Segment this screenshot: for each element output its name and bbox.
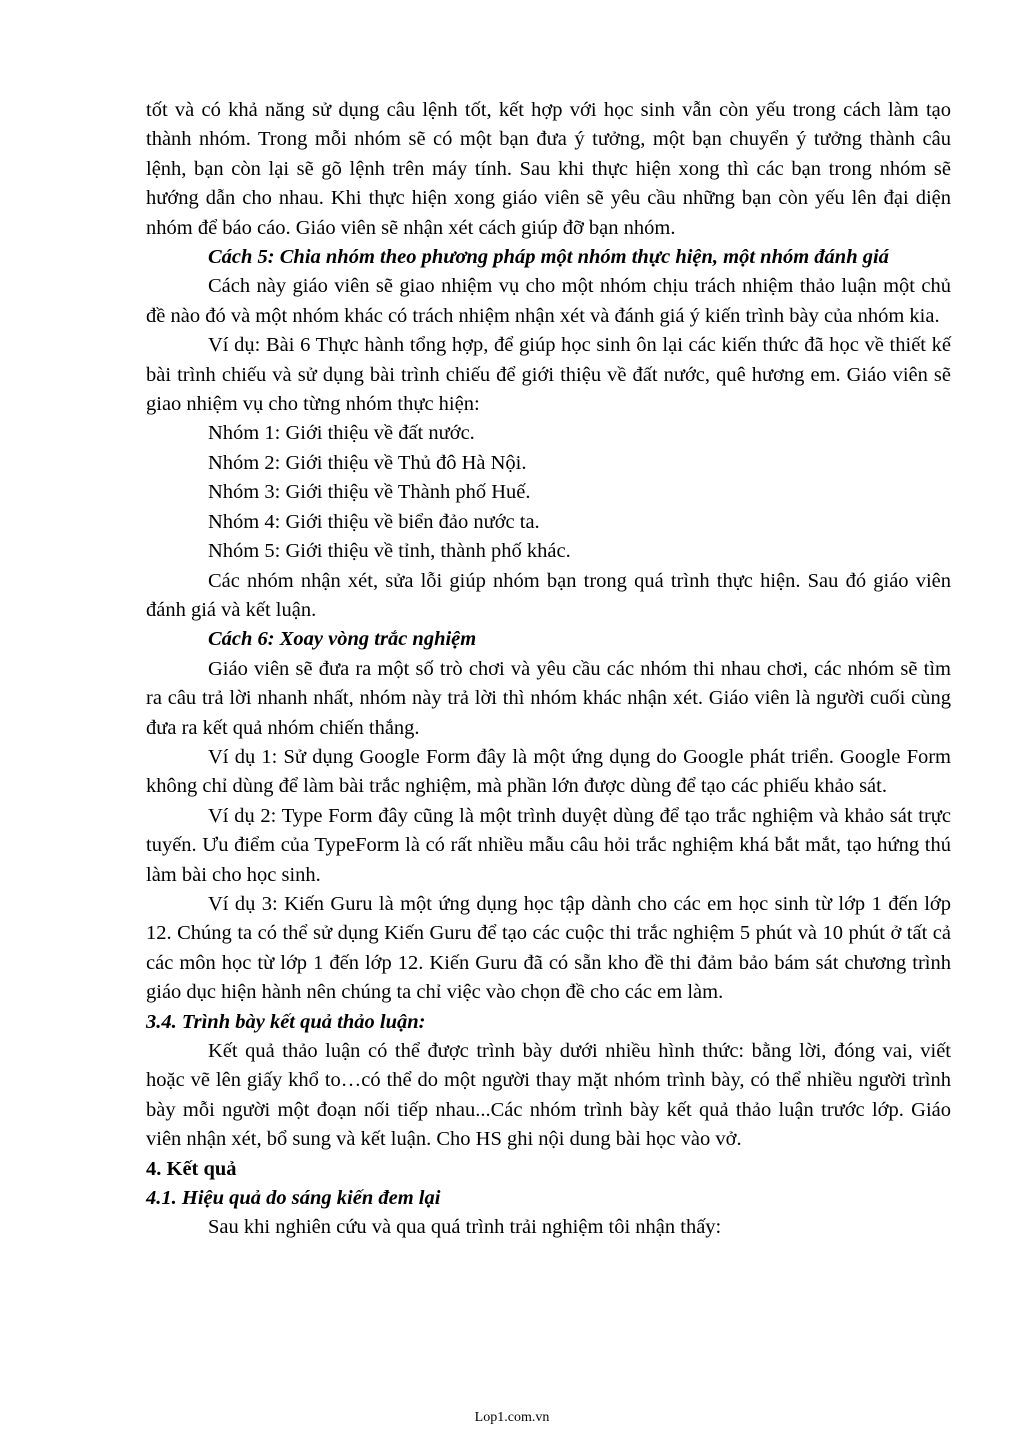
paragraph-example-type-form: Ví dụ 2: Type Form đây cũng là một trình duyệt dùng để tạo trắc nghiệm và khảo sát trực tuyến. Ưu điểm của TypeForm là có rất nhiều mẫu câu hỏi trắc nghiệm khá bắt mắt, tạo hứng thú làm bài cho học sinh. <box>146 804 951 886</box>
heading-section-3-4: 3.4. Trình bày kết quả thảo luận: <box>146 1010 426 1033</box>
list-item-group-2: Nhóm 2: Giới thiệu về Thủ đô Hà Nội. <box>208 451 527 474</box>
paragraph-group-review: Các nhóm nhận xét, sửa lỗi giúp nhóm bạn trong quá trình thực hiện. Sau đó giáo viên đánh giá và kết luận. <box>146 569 951 621</box>
paragraph-example-google-form: Ví dụ 1: Sử dụng Google Form đây là một ứng dụng do Google phát triển. Google Form không chỉ dùng để làm bài trắc nghiệm, mà phần lớn được dùng để tạo các phiếu khảo sát. <box>146 745 951 798</box>
heading-method-5: Cách 5: Chia nhóm theo phương pháp một nhóm thực hiện, một nhóm đánh giá <box>208 246 889 269</box>
page-footer: Lop1.com.vn <box>474 1410 550 1425</box>
paragraph-findings-intro: Sau khi nghiên cứu và qua quá trình trải nghiệm tôi nhận thấy: <box>208 1216 722 1239</box>
document-page <box>146 96 951 1243</box>
list-item-group-1: Nhóm 1: Giới thiệu về đất nước. <box>208 422 475 445</box>
list-item-group-4: Nhóm 4: Giới thiệu về biển đảo nước ta. <box>208 510 540 533</box>
paragraph-method-5-description: Cách này giáo viên sẽ giao nhiệm vụ cho một nhóm chịu trách nhiệm thảo luận một chủ đề nào đó và một nhóm khác có trách nhiệm nhận xét và đánh giá ý kiến trình bày của nhóm kia. <box>146 275 951 327</box>
paragraph-example-kien-guru: Ví dụ 3: Kiến Guru là một ứng dụng học tập dành cho các em học sinh từ lớp 1 đến lớp 12. Chúng ta có thể sử dụng Kiến Guru để tạo các cuộc thi trắc nghiệm 5 phút và 10 phút ở tất cả các môn học từ lớp 1 đến lớp 12. Kiến Guru đã có sẵn kho đề thi đảm bảo bám sát chương trình giáo dục hiện hành nên chúng ta chỉ việc vào chọn đề cho các em làm. <box>146 892 951 1004</box>
heading-section-4: 4. Kết quả <box>146 1157 237 1180</box>
paragraph-group-work: tốt và có khả năng sử dụng câu lệnh tốt, kết hợp với học sinh vẫn còn yếu trong cách làm tạo thành nhóm. Trong mỗi nhóm sẽ có một bạn đưa ý tưởng, một bạn chuyển ý tưởng thành câu lệnh, bạn còn lại sẽ gõ lệnh trên máy tính. Sau khi thực hiện xong thì các bạn trong nhóm sẽ hướng dẫn cho nhau. Khi thực hiện xong giáo viên sẽ yêu cầu những bạn còn yếu lên đại diện nhóm để báo cáo. Giáo viên sẽ nhận xét cách giúp đỡ bạn nhóm. <box>146 99 951 239</box>
heading-method-6: Cách 6: Xoay vòng trắc nghiệm <box>208 628 477 651</box>
paragraph-method-6-description: Giáo viên sẽ đưa ra một số trò chơi và yêu cầu các nhóm thi nhau chơi, các nhóm sẽ tìm ra câu trả lời nhanh nhất, nhóm này trả lời thì nhóm khác nhận xét. Giáo viên là người cuối cùng đưa ra kết quả nhóm chiến thắng. <box>146 657 951 739</box>
heading-section-4-1: 4.1. Hiệu quả do sáng kiến đem lại <box>146 1187 441 1210</box>
paragraph-presentation-results: Kết quả thảo luận có thể được trình bày dưới nhiều hình thức: bằng lời, đóng vai, viết hoặc vẽ lên giấy khổ to…có thể do một người thay mặt nhóm trình bày, có thể nhiều người trình bày mỗi người một đoạn nối tiếp nhau...Các nhóm trình bày kết quả thảo luận trước lớp. Giáo viên nhận xét, bổ sung và kết luận. Cho HS ghi nội dung bài học vào vở. <box>146 1040 951 1151</box>
list-item-group-3: Nhóm 3: Giới thiệu về Thành phố Huế. <box>208 481 531 504</box>
paragraph-example-lesson-6: Ví dụ: Bài 6 Thực hành tổng hợp, để giúp học sinh ôn lại các kiến thức đã học về thiết kế bài trình chiếu và sử dụng bài trình chiếu để giới thiệu về đất nước, quê hương em. Giáo viên sẽ giao nhiệm vụ cho từng nhóm thực hiện: <box>146 334 951 416</box>
list-item-group-5: Nhóm 5: Giới thiệu về tỉnh, thành phố khác. <box>208 540 571 563</box>
